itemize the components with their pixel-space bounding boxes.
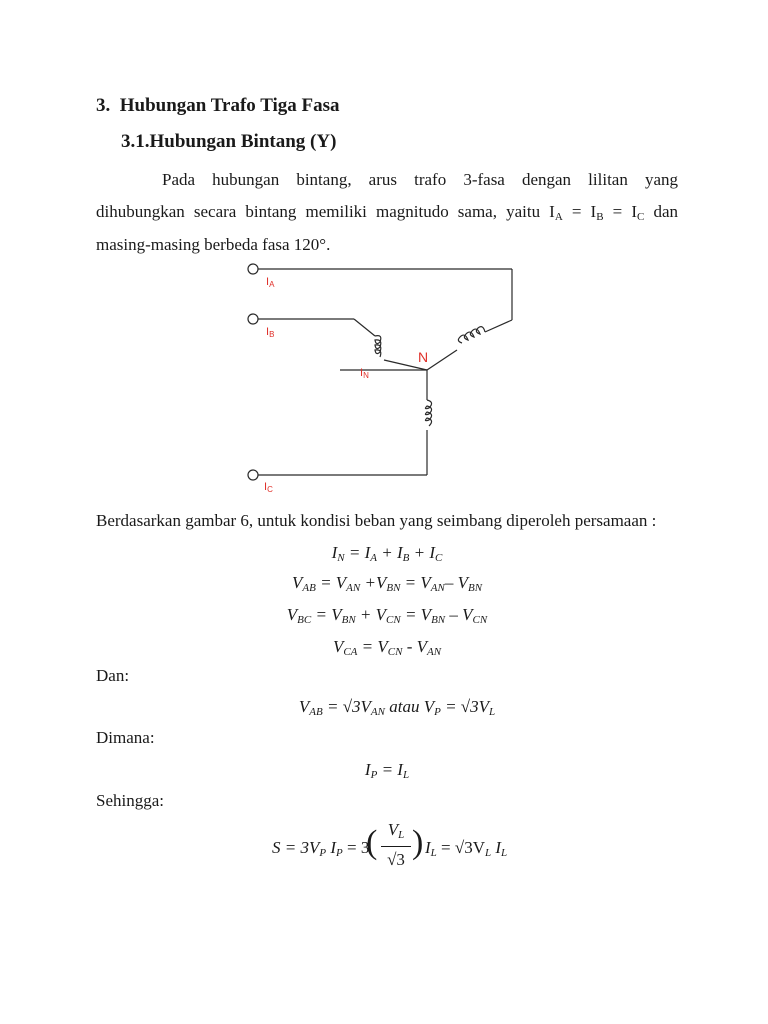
paren-right: )	[412, 824, 424, 861]
equation-vab: $V_{AB} = V_{AN} +V_{BN} = V_{AN}-$ $V_{BN}$	[291, 573, 483, 594]
coil-b	[375, 336, 381, 357]
label-ia: IA	[266, 276, 275, 289]
coil-a	[458, 327, 485, 343]
label-neutral-n: N	[418, 349, 429, 365]
equation-in: $I_N = I_A + I_B + I_C$	[331, 543, 443, 564]
intro-line-2: dihubungkan secara bintang memiliki magnitudo sama, yaitu $I_A = I_B = I_C$ dan	[96, 202, 679, 223]
section-title: Hubungan Trafo Tiga Fasa	[119, 95, 340, 116]
label-dan: Dan:	[96, 666, 130, 685]
star-connection-diagram	[240, 255, 530, 500]
terminal-b	[248, 314, 258, 324]
section-number: 3.	[96, 95, 111, 116]
terminal-c	[248, 470, 258, 480]
label-in: IN	[360, 367, 369, 380]
equation-vbc: $V_{BC} = V_{BN} + V_{CN} = V_{BN} - V_{CN}$	[286, 605, 488, 626]
label-ib: IB	[266, 326, 275, 339]
coil-c	[425, 400, 431, 426]
fraction-bar	[381, 846, 411, 847]
label-dimana: Dimana:	[96, 728, 155, 747]
equation-vca: $V_{CA} = V_{CN} - V_{AN}$	[332, 637, 442, 658]
label-sehingga: Sehingga:	[96, 791, 164, 810]
subsection-number: 3.1.	[121, 131, 150, 152]
equation-vab-root: $V_{AB} = √3V_{AN}$ atau $V_P = √3V_L$	[298, 697, 496, 718]
subsection-heading	[121, 131, 336, 153]
intro-line-3: masing-masing berbeda fasa 120°.	[96, 235, 331, 254]
paragraph-after-figure: Berdasarkan gambar 6, untuk kondisi beban yang seimbang diperoleh persamaan :	[96, 511, 657, 530]
equation-power: $S = 3V_P$ $I_P = 3$ ( $V_L$ √3 ) $I_L = √3V_L$ $I_L$	[272, 820, 508, 869]
section-heading	[96, 95, 340, 117]
label-ic: IC	[264, 481, 273, 494]
terminal-a	[248, 264, 258, 274]
subsection-title: Hubungan Bintang (Y)	[149, 131, 337, 152]
intro-line-1: Pada hubungan bintang, arus trafo 3-fasa dengan lilitan yang	[162, 170, 678, 189]
equation-ip: $I_P = I_L$	[364, 760, 410, 781]
paren-left: (	[366, 824, 378, 861]
